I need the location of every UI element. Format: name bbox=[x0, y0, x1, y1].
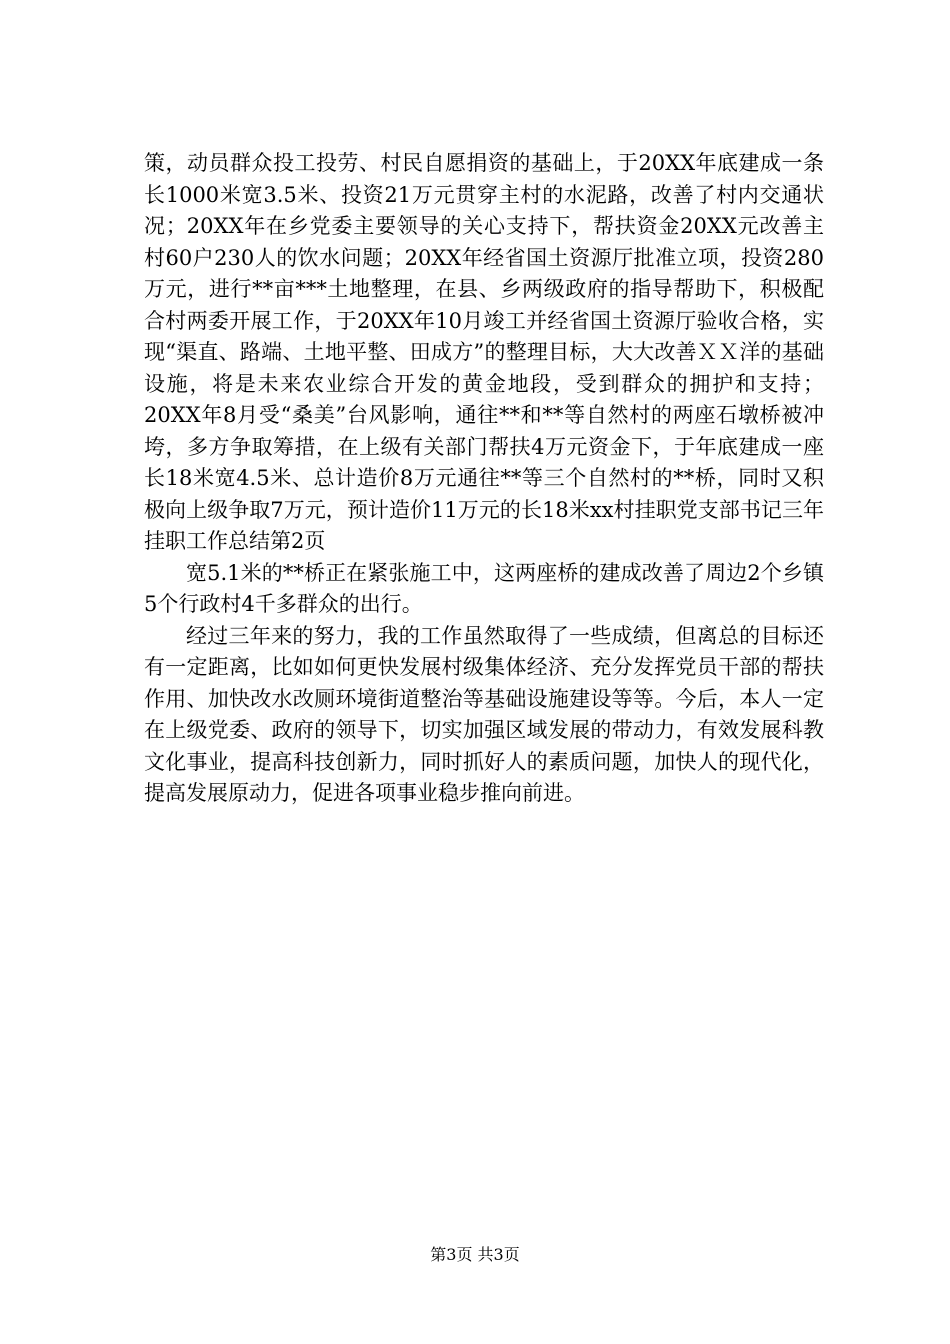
page-footer bbox=[0, 1244, 950, 1266]
document-body bbox=[144, 148, 824, 810]
paragraph-2: 宽5.1米的**桥正在紧张施工中，这两座桥的建成改善了周边2个乡镇5个行政村4千多群众的出行。 bbox=[144, 560, 824, 616]
paragraph-3: 经过三年来的努力，我的工作虽然取得了一些成绩，但离总的目标还有一定距离，比如如何更快发展村级集体经济、充分发挥党员干部的帮扶作用、加快改水改厕环境街道整治等基础设施建设等等。今后，本人一定在上级党委、政府的领导下，切实加强区域发展的带动力，有效发展科教文化事业，提高科技创新力，同时抓好人的素质问题，加快人的现代化，提高发展原动力，促进各项事业稳步推向前进。 bbox=[144, 623, 824, 805]
paragraph-1: 策，动员群众投工投劳、村民自愿捐资的基础上，于20XX年底建成一条长1000米宽3.5米、投资21万元贯穿主村的水泥路，改善了村内交通状况；20XX年在乡党委主要领导的关心支持下，帮扶资金20XX元改善主村60户230人的饮水问题；20XX年经省国土资源厅批准立项，投资280万元，进行**亩***土地整理，在县、乡两级政府的指导帮助下，积极配合村两委开展工作，于20XX年10月竣工并经省国土资源厅验收合格，实现“渠直、路端、土地平整、田成方”的整理目标，大大改善ＸＸ洋的基础设施，将是未来农业综合开发的黄金地段，受到群众的拥护和支持；20XX年8月受“桑美”台风影响，通往**和**等自然村的两座石墩桥被冲垮，多方争取筹措，在上级有关部门帮扶4万元资金下，于年底建成一座长18米宽4.5米、总计造价8万元通往**等三个自然村的**桥，同时又积极向上级争取7万元，预计造价11万元的长18米xx村挂职党支部书记三年挂职工作总结第2页 bbox=[144, 151, 824, 553]
page-number: 第3页 共3页 bbox=[430, 1245, 520, 1264]
